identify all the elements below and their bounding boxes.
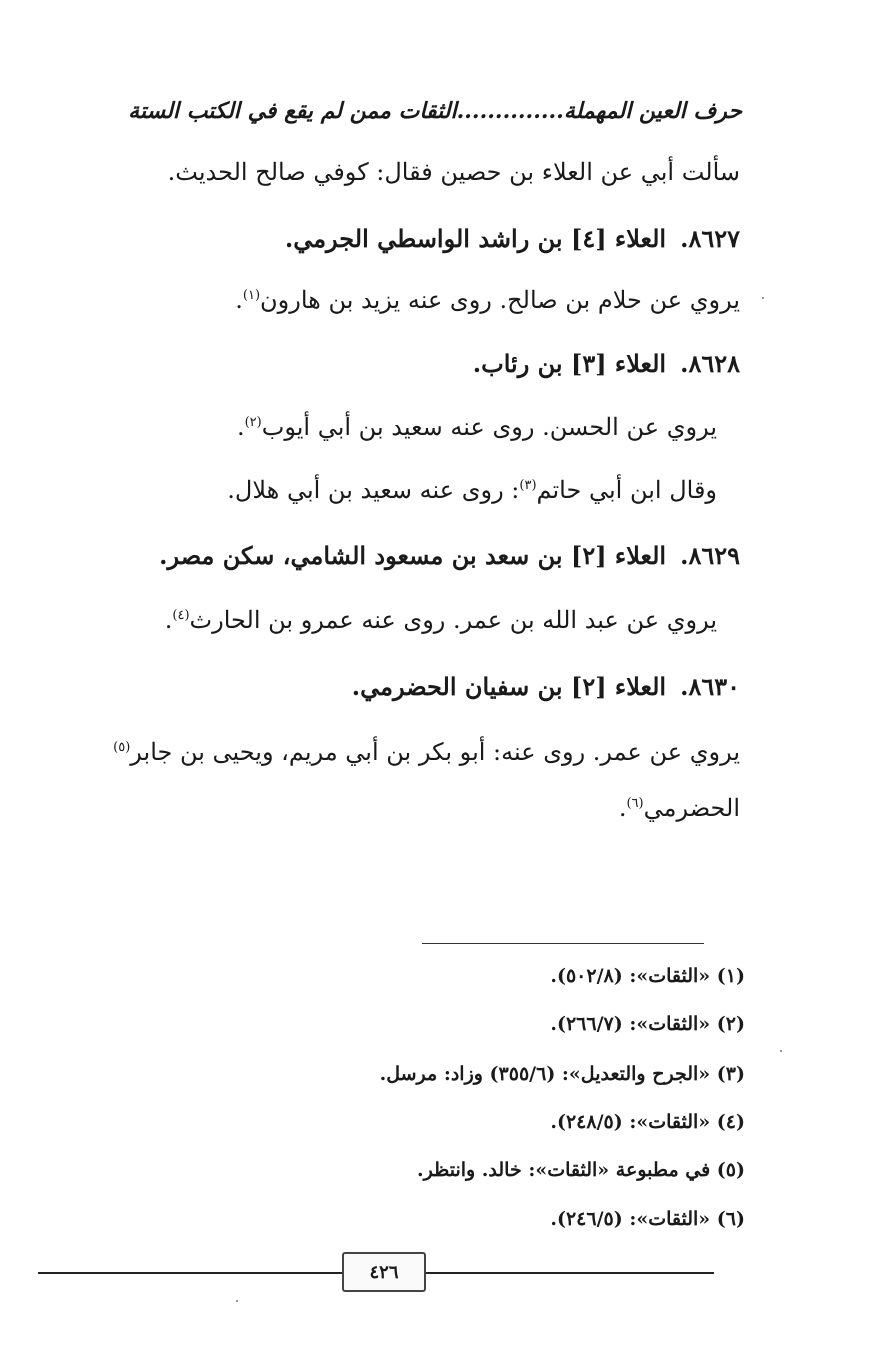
entry-heading-8629 — [159, 541, 740, 570]
text-span: . — [235, 286, 243, 314]
text-span: يروي عن عبد الله بن عمر. روى عنه عمرو بن الحارث — [189, 606, 717, 634]
entry-heading-8627 — [285, 224, 740, 253]
bottom-rule-right — [422, 1272, 714, 1274]
entry-number: ٨٦٢٨. — [680, 349, 740, 378]
footnote-1: (١) «الثقات»: (٥٠٢/٨). — [550, 965, 745, 987]
scan-speck — [236, 1300, 238, 1302]
text-line — [619, 794, 740, 822]
footnote-separator — [422, 943, 704, 944]
scan-speck — [780, 1050, 782, 1052]
entry-title: العلاء [٢] بن سعد بن مسعود الشامي، سكن مصر. — [159, 541, 667, 570]
entry-heading-8630 — [352, 672, 740, 701]
scan-speck — [762, 297, 764, 299]
text-span: . — [164, 606, 173, 634]
page-number: ٤٢٦ — [342, 1252, 426, 1292]
footnote-ref: (٦) — [626, 796, 644, 811]
footnote-3: (٣) «الجرح والتعديل»: (٣٥٥/٦) وزاد: مرسل. — [379, 1063, 745, 1085]
text-span: يروي عن عمر. روى عنه: أبو بكر بن أبي مريم، ويحيى بن جابر — [130, 738, 740, 766]
entry-number: ٨٦٣٠. — [680, 672, 740, 701]
entry-title: العلاء [٤] بن راشد الواسطي الجرمي. — [284, 224, 667, 253]
running-header: حرف العين المهملة..............الثقات ممن لم يقع في الكتب الستة — [128, 98, 742, 124]
text-line — [113, 738, 740, 766]
entry-title: العلاء [٢] بن سفيان الحضرمي. — [351, 672, 667, 701]
text-line: سألت أبي عن العلاء بن حصين فقال: كوفي صالح الحديث. — [167, 158, 740, 186]
text-line — [165, 606, 717, 634]
entry-heading-8628 — [473, 349, 740, 378]
text-span: . — [618, 794, 627, 822]
footnote-2: (٢) «الثقات»: (٢٦٦/٧). — [550, 1013, 745, 1035]
text-span: الحضرمي — [643, 794, 740, 822]
footnote-4: (٤) «الثقات»: (٢٤٨/٥). — [550, 1111, 745, 1133]
bottom-rule-left — [38, 1272, 342, 1274]
text-line — [227, 476, 717, 504]
text-line — [235, 286, 740, 314]
text-line — [237, 413, 717, 441]
text-span: وقال ابن أبي حاتم — [536, 476, 717, 504]
footnote-ref: (١) — [242, 288, 261, 303]
footnote-ref: (٢) — [244, 415, 262, 430]
footnote-6: (٦) «الثقات»: (٢٤٦/٥). — [550, 1208, 745, 1230]
entry-number: ٨٦٢٩. — [680, 541, 740, 570]
footnote-ref: (٣) — [519, 478, 537, 493]
text-span: يروي عن حلام بن صالح. روى عنه يزيد بن هارون — [260, 286, 740, 314]
text-span: يروي عن الحسن. روى عنه سعيد بن أبي أيوب — [261, 413, 717, 441]
entry-number: ٨٦٢٧. — [680, 224, 740, 253]
text-span: : روى عنه سعيد بن أبي هلال. — [227, 476, 520, 504]
footnote-ref: (٤) — [172, 608, 190, 623]
footnote-ref: (٥) — [113, 740, 131, 755]
entry-title: العلاء [٣] بن رئاب. — [472, 349, 667, 378]
footnote-5: (٥) في مطبوعة «الثقات»: خالد. وانتظر. — [417, 1159, 745, 1181]
text-span: . — [236, 413, 245, 441]
